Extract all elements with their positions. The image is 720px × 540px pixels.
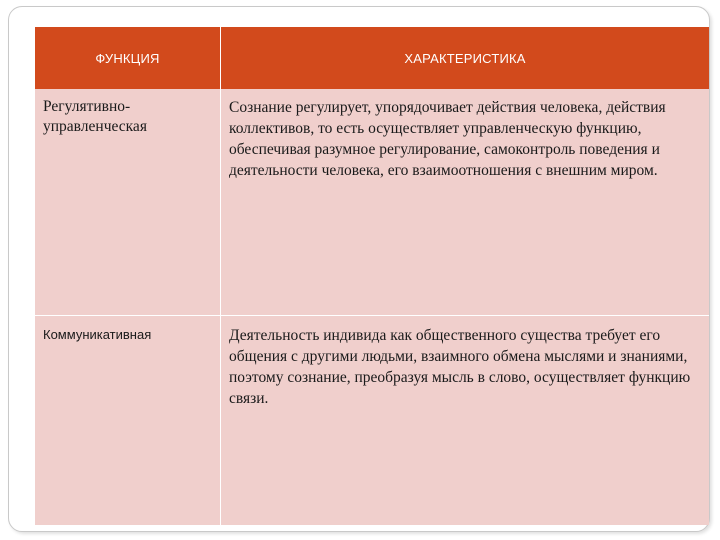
functions-table-container: [35, 27, 709, 525]
table-row: [35, 89, 709, 316]
function-name-cell: Регулятивно-управленческая: [35, 89, 221, 316]
functions-table: [35, 27, 709, 525]
table-header-row: [35, 27, 709, 89]
function-description-cell: Деятельность индивида как общественного существа требует его общения с другими людьми, взаимного обмена мыслями и знаниями, поэтому сознание, преобразуя мысль в слово, осуществляет функцию связи.: [221, 316, 710, 526]
table-row: [35, 316, 709, 526]
slide-frame: [8, 6, 710, 532]
header-function: ФУНКЦИЯ: [35, 27, 221, 89]
header-characteristic: ХАРАКТЕРИСТИКА: [221, 27, 710, 89]
function-description-cell: Сознание регулирует, упорядочивает действия человека, действия коллективов, то есть осуществляет управленческую функцию, обеспечивая разумное регулирование, самоконтроль поведения и деятельности человека, его взаимоотношения с внешним миром.: [221, 89, 710, 316]
function-name-cell: Коммуникативная: [35, 316, 221, 526]
